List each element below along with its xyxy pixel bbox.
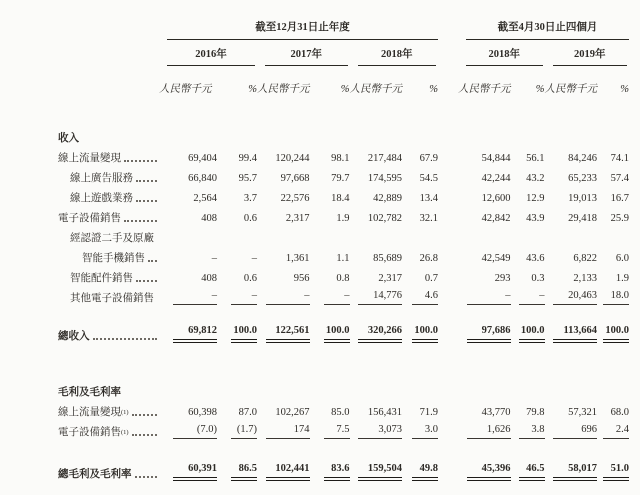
cell-amount-apr-2018 [458,373,511,399]
row-label: 收入 [58,132,79,144]
cell-amount-2018: 156,431 [367,406,402,418]
cell-amount-apr-2019: 113,664 [545,319,598,343]
cell-percent-2016: 95.7 [238,172,257,184]
cell-amount-apr-2018: 42,244 [481,172,511,184]
cell-amount-2016: 2,564 [193,192,217,204]
cell-amount-2017: 97,668 [280,172,310,184]
cell-amount-apr-2018 [458,225,511,245]
footnote-marker: (1) [121,428,129,436]
cell-amount-apr-2018: 12,600 [481,192,511,204]
cell-amount-2018: 3,073 [350,419,403,439]
cell-amount-2017: 22,576 [280,192,310,204]
cell-percent-apr-2018: 3.8 [511,419,545,439]
cell-percent-apr-2019: 25.9 [610,212,629,224]
cell-amount-2017: 122,561 [257,319,310,343]
row-label: 智能配件銷售 [70,272,133,284]
unit-label-apr-2018: 人民幣千元 [458,83,511,95]
cell-percent-apr-2019: 18.0 [597,285,629,305]
cell-percent-2017: 1.1 [336,252,350,264]
cell-percent-2017: 98.1 [331,152,350,164]
percent-label-2017: % [340,83,350,95]
cell-amount-apr-2019: 84,246 [568,152,597,164]
cell-percent-apr-2018: 56.1 [526,152,545,164]
cell-amount-2018: 14,776 [350,285,403,305]
cell-amount-2016: 408 [201,272,217,284]
dot-leader [136,280,157,282]
cell-percent-2016: 100.0 [217,319,257,343]
row-label: 經認證二手及原廠 [70,232,154,244]
cell-percent-apr-2019: 74.1 [610,152,629,164]
cell-percent-2017: 1.9 [336,212,350,224]
cell-percent-apr-2019: 51.0 [597,457,629,481]
row-label: 線上遊戲業務 [70,192,133,204]
unit-label-2018: 人民幣千元 [349,83,402,95]
dot-leader [136,200,157,202]
cell-amount-2016: 60,398 [188,406,217,418]
cell-percent-apr-2018 [511,373,545,399]
cell-percent-2016: 86.5 [217,457,257,481]
cell-amount-2018 [350,225,403,245]
row-label: 線上流量變現 [58,152,121,164]
table-row [58,145,629,165]
table-row [58,265,629,285]
cell-amount-2018: 85,689 [373,252,402,264]
period-group-four-months: 截至4月30日止四個月 [466,22,629,40]
row-label: 智能手機銷售 [82,252,145,264]
cell-amount-2018: 2,317 [378,272,402,284]
cell-amount-2016: 60,391 [159,457,217,481]
cell-amount-apr-2019: 29,418 [568,212,597,224]
percent-label-apr-2019: % [620,83,629,95]
spacer-row [58,439,629,457]
cell-amount-apr-2018: 54,844 [481,152,511,164]
cell-amount-2018: 217,484 [367,152,402,164]
table-row [58,373,629,399]
cell-percent-2018: 26.8 [419,252,438,264]
row-label: 線上廣告服務 [70,172,133,184]
cell-percent-2018: 13.4 [419,192,438,204]
cell-amount-apr-2018: 1,626 [458,419,511,439]
financial-breakdown-table [58,14,629,481]
cell-percent-apr-2019: 16.7 [610,192,629,204]
year-header-row [58,40,629,66]
cell-amount-2017: 1,361 [285,252,310,264]
cell-amount-apr-2019 [545,119,598,145]
cell-amount-apr-2018: 97,686 [458,319,511,343]
cell-percent-apr-2018: 0.3 [531,272,545,284]
cell-percent-apr-2018: 46.5 [511,457,545,481]
percent-label-2016: % [248,83,257,95]
year-header-2016: 2016年 [167,49,255,66]
cell-amount-2017 [257,373,310,399]
cell-percent-2018: 0.7 [424,272,438,284]
cell-percent-2017: 83.6 [310,457,350,481]
year-header-apr-2019: 2019年 [553,49,628,66]
cell-percent-2018: 4.6 [402,285,438,305]
cell-amount-2017 [257,119,310,145]
cell-amount-apr-2019: 6,822 [573,252,597,264]
cell-amount-2017: 102,267 [275,406,310,418]
period-group-annual: 截至12月31日止年度 [167,22,438,40]
cell-amount-2016: 69,812 [159,319,217,343]
cell-percent-2018: 71.9 [419,406,438,418]
dot-leader [124,220,157,222]
cell-amount-apr-2019: 58,017 [545,457,598,481]
cell-percent-apr-2018 [511,225,545,245]
row-label: 毛利及毛利率 [58,386,121,398]
cell-amount-2016 [159,225,217,245]
cell-amount-2016: – [159,285,217,305]
cell-percent-2016: 99.4 [238,152,257,164]
cell-percent-2017: 0.8 [336,272,350,284]
unit-label-apr-2019: 人民幣千元 [544,83,597,95]
cell-percent-2018: 32.1 [419,212,438,224]
cell-amount-apr-2018: 42,842 [481,212,511,224]
cell-percent-2016: – [251,252,257,264]
table-row [58,399,629,419]
cell-amount-apr-2019: 57,321 [568,406,597,418]
table-row [58,319,629,343]
cell-amount-2018: 102,782 [367,212,402,224]
cell-amount-2016: 66,840 [188,172,217,184]
cell-percent-apr-2019 [597,225,629,245]
table-row [58,225,629,245]
cell-amount-2018 [350,373,403,399]
cell-percent-apr-2019: 1.9 [615,272,629,284]
cell-amount-apr-2018 [458,119,511,145]
table-row [58,119,629,145]
dot-leader [148,260,157,262]
table-row [58,419,629,439]
cell-amount-apr-2019 [545,225,598,245]
percent-label-2018: % [429,83,438,95]
cell-amount-2016: – [211,252,217,264]
year-header-apr-2018: 2018年 [466,49,543,66]
period-group-row [58,14,629,40]
cell-amount-apr-2019: 696 [545,419,598,439]
table-row [58,457,629,481]
cell-percent-apr-2019: 6.0 [615,252,629,264]
cell-amount-apr-2018: 293 [494,272,511,284]
cell-percent-2017: 7.5 [310,419,350,439]
cell-percent-apr-2018: – [511,285,545,305]
cell-amount-2018: 42,889 [373,192,402,204]
cell-percent-2018 [402,225,438,245]
unit-label-2016: 人民幣千元 [159,83,212,95]
cell-percent-2018: 54.5 [419,172,438,184]
cell-percent-2017 [310,373,350,399]
cell-amount-apr-2018: 43,770 [481,406,511,418]
dot-leader [124,160,157,162]
dot-leader [132,434,157,436]
cell-percent-apr-2018: 43.9 [526,212,545,224]
cell-percent-2016: 0.6 [243,212,257,224]
cell-amount-apr-2018: 45,396 [458,457,511,481]
cell-percent-apr-2019 [597,119,629,145]
cell-amount-2017: 102,441 [257,457,310,481]
cell-percent-2016: 3.7 [243,192,257,204]
cell-amount-apr-2018: 42,549 [481,252,511,264]
table-row [58,245,629,265]
row-label: 其他電子設備銷售 [70,292,154,304]
cell-percent-2017 [310,225,350,245]
cell-amount-2016 [159,373,217,399]
cell-amount-apr-2019: 2,133 [573,272,597,284]
cell-amount-2017: – [257,285,310,305]
percent-label-apr-2018: % [535,83,545,95]
cell-percent-2017: 18.4 [331,192,350,204]
footnote-marker: (1) [121,408,129,416]
cell-amount-apr-2019: 20,463 [545,285,598,305]
spacer-row [58,343,629,373]
cell-percent-apr-2018: 43.2 [526,172,545,184]
cell-percent-apr-2019: 2.4 [597,419,629,439]
cell-amount-2016: 408 [201,212,217,224]
row-label: 線上流量變現 [58,406,121,418]
cell-amount-2016: 69,404 [188,152,217,164]
cell-percent-apr-2019: 57.4 [610,172,629,184]
cell-amount-apr-2019: 65,233 [568,172,597,184]
unit-header-row [58,66,629,103]
spacer-row [58,103,629,119]
cell-percent-2016 [217,119,257,145]
spacer-row [58,305,629,319]
cell-percent-2016 [217,225,257,245]
cell-percent-2017: 79.7 [331,172,350,184]
cell-amount-apr-2019 [545,373,598,399]
cell-percent-2016: 87.0 [238,406,257,418]
cell-amount-2017: 2,317 [285,212,310,224]
cell-percent-2018: 67.9 [419,152,438,164]
cell-percent-apr-2018: 100.0 [511,319,545,343]
cell-amount-2017 [257,225,310,245]
table-row [58,285,629,305]
cell-percent-2016: – [217,285,257,305]
year-header-2018: 2018年 [358,49,437,66]
cell-amount-2016 [159,119,217,145]
cell-percent-2016: 0.6 [243,272,257,284]
dot-leader [135,476,158,478]
unit-label-2017: 人民幣千元 [257,83,310,95]
cell-percent-2018: 100.0 [402,319,438,343]
cell-percent-apr-2018: 12.9 [526,192,545,204]
cell-amount-2018: 159,504 [350,457,403,481]
cell-amount-2017: 174 [257,419,310,439]
row-label: 電子設備銷售 [58,426,121,438]
cell-percent-apr-2018: 79.8 [526,406,545,418]
cell-percent-2017: – [310,285,350,305]
cell-amount-2017: 120,244 [275,152,310,164]
year-header-2017: 2017年 [265,49,348,66]
cell-amount-2016: (7.0) [159,419,217,439]
cell-percent-2017 [310,119,350,145]
cell-percent-2016 [217,373,257,399]
cell-percent-apr-2018: 43.6 [526,252,545,264]
dot-leader [136,180,157,182]
row-label: 總毛利及毛利率 [58,468,132,480]
cell-amount-2018: 174,595 [367,172,402,184]
cell-percent-2018 [402,119,438,145]
dot-leader [93,338,158,340]
cell-amount-apr-2018: – [458,285,511,305]
cell-amount-2017: 956 [293,272,310,284]
cell-amount-2018: 320,266 [350,319,403,343]
row-label: 電子設備銷售 [58,212,121,224]
table-row [58,205,629,225]
table-body [58,103,629,481]
dot-leader [132,414,157,416]
table-row [58,185,629,205]
cell-percent-2017: 100.0 [310,319,350,343]
cell-amount-apr-2019: 19,013 [568,192,597,204]
cell-percent-apr-2019: 68.0 [610,406,629,418]
cell-percent-2018 [402,373,438,399]
cell-percent-apr-2018 [511,119,545,145]
row-label: 總收入 [58,330,90,342]
cell-percent-2018: 49.8 [402,457,438,481]
cell-percent-2016: (1.7) [217,419,257,439]
cell-percent-apr-2019 [597,373,629,399]
cell-percent-2018: 3.0 [402,419,438,439]
cell-percent-apr-2019: 100.0 [597,319,629,343]
cell-percent-2017: 85.0 [331,406,350,418]
cell-amount-2018 [350,119,403,145]
table-row [58,165,629,185]
